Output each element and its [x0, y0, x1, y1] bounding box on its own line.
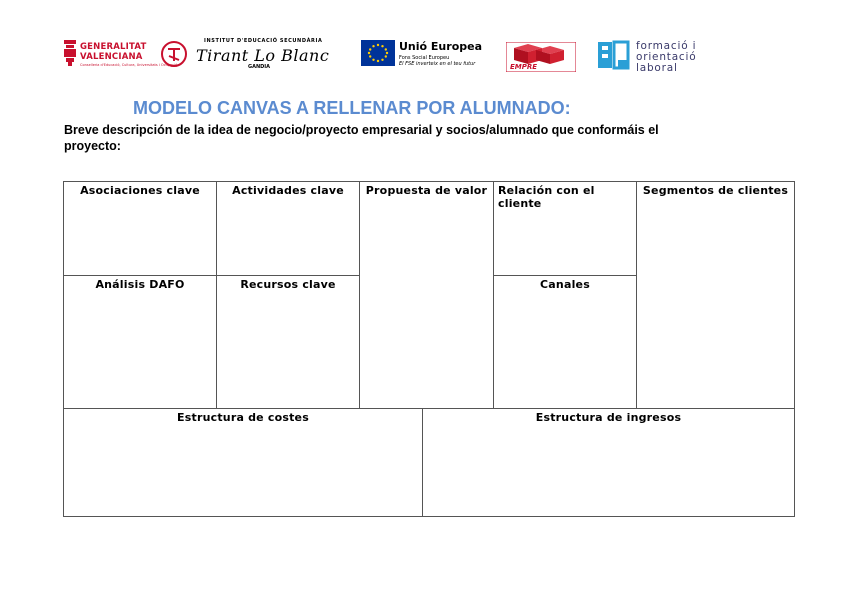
asociaciones-label: Asociaciones clave — [80, 184, 200, 197]
fol-line1: formació i — [636, 40, 697, 52]
fol-line3: laboral — [636, 62, 678, 74]
business-model-canvas — [63, 181, 795, 517]
empre-label: EMPRE — [510, 63, 538, 71]
ingresos-label: Estructura de ingresos — [535, 411, 682, 424]
recursos-label: Recursos clave — [240, 278, 336, 291]
cell-canales[interactable] — [493, 275, 637, 409]
eu-title: Unió Europea — [399, 40, 483, 53]
cell-relacion-cliente[interactable] — [493, 181, 637, 276]
generalitat-line2: VALENCIANA — [80, 52, 143, 62]
cell-actividades-clave[interactable] — [216, 181, 360, 276]
generalitat-line3: Conselleria d'Educació, Cultura, Universitats i Ocupació — [80, 63, 178, 67]
tirant-name: Tirant Lo Blanc — [196, 46, 330, 65]
page-title: MODELO CANVAS A RELLENAR POR ALUMNADO: — [133, 98, 571, 118]
segmentos-label: Segmentos de clientes — [642, 184, 789, 197]
actividades-label: Actividades clave — [232, 184, 344, 197]
page-description: Breve descripción de la idea de negocio/proyecto empresarial y socios/alumnado que conformáis el proyecto: — [64, 123, 659, 153]
generalitat-emblem-icon — [64, 40, 76, 66]
cell-segmentos-clientes[interactable] — [636, 181, 795, 409]
logos-row — [64, 36, 724, 78]
dafo-label: Análisis DAFO — [95, 278, 185, 291]
fol-line2: orientació — [636, 51, 697, 63]
fol-mark-icon — [598, 40, 630, 70]
cell-estructura-ingresos[interactable] — [422, 408, 795, 517]
costes-label: Estructura de costes — [177, 411, 309, 424]
tirant-emblem-icon — [160, 40, 188, 68]
eu-subtitle: Fons Social Europeu — [399, 55, 450, 61]
eu-flag-icon — [361, 40, 395, 66]
propuesta-label: Propuesta de valor — [365, 184, 488, 197]
cell-analisis-dafo[interactable] — [63, 275, 217, 409]
cell-estructura-costes[interactable] — [63, 408, 423, 517]
cell-propuesta-valor[interactable] — [359, 181, 494, 409]
relacion-label: Relación con el cliente — [498, 184, 595, 210]
canales-label: Canales — [540, 278, 590, 291]
empre-logo — [506, 42, 576, 72]
tirant-institute: INSTITUT D'EDUCACIÓ SECUNDÀRIA — [204, 38, 323, 44]
tirant-city: GANDIA — [248, 64, 271, 70]
eu-tagline: El FSE inverteix en el teu futur — [399, 61, 476, 67]
cell-recursos-clave[interactable] — [216, 275, 360, 409]
generalitat-line1: GENERALITAT — [80, 42, 147, 52]
cell-asociaciones-clave[interactable] — [63, 181, 217, 276]
